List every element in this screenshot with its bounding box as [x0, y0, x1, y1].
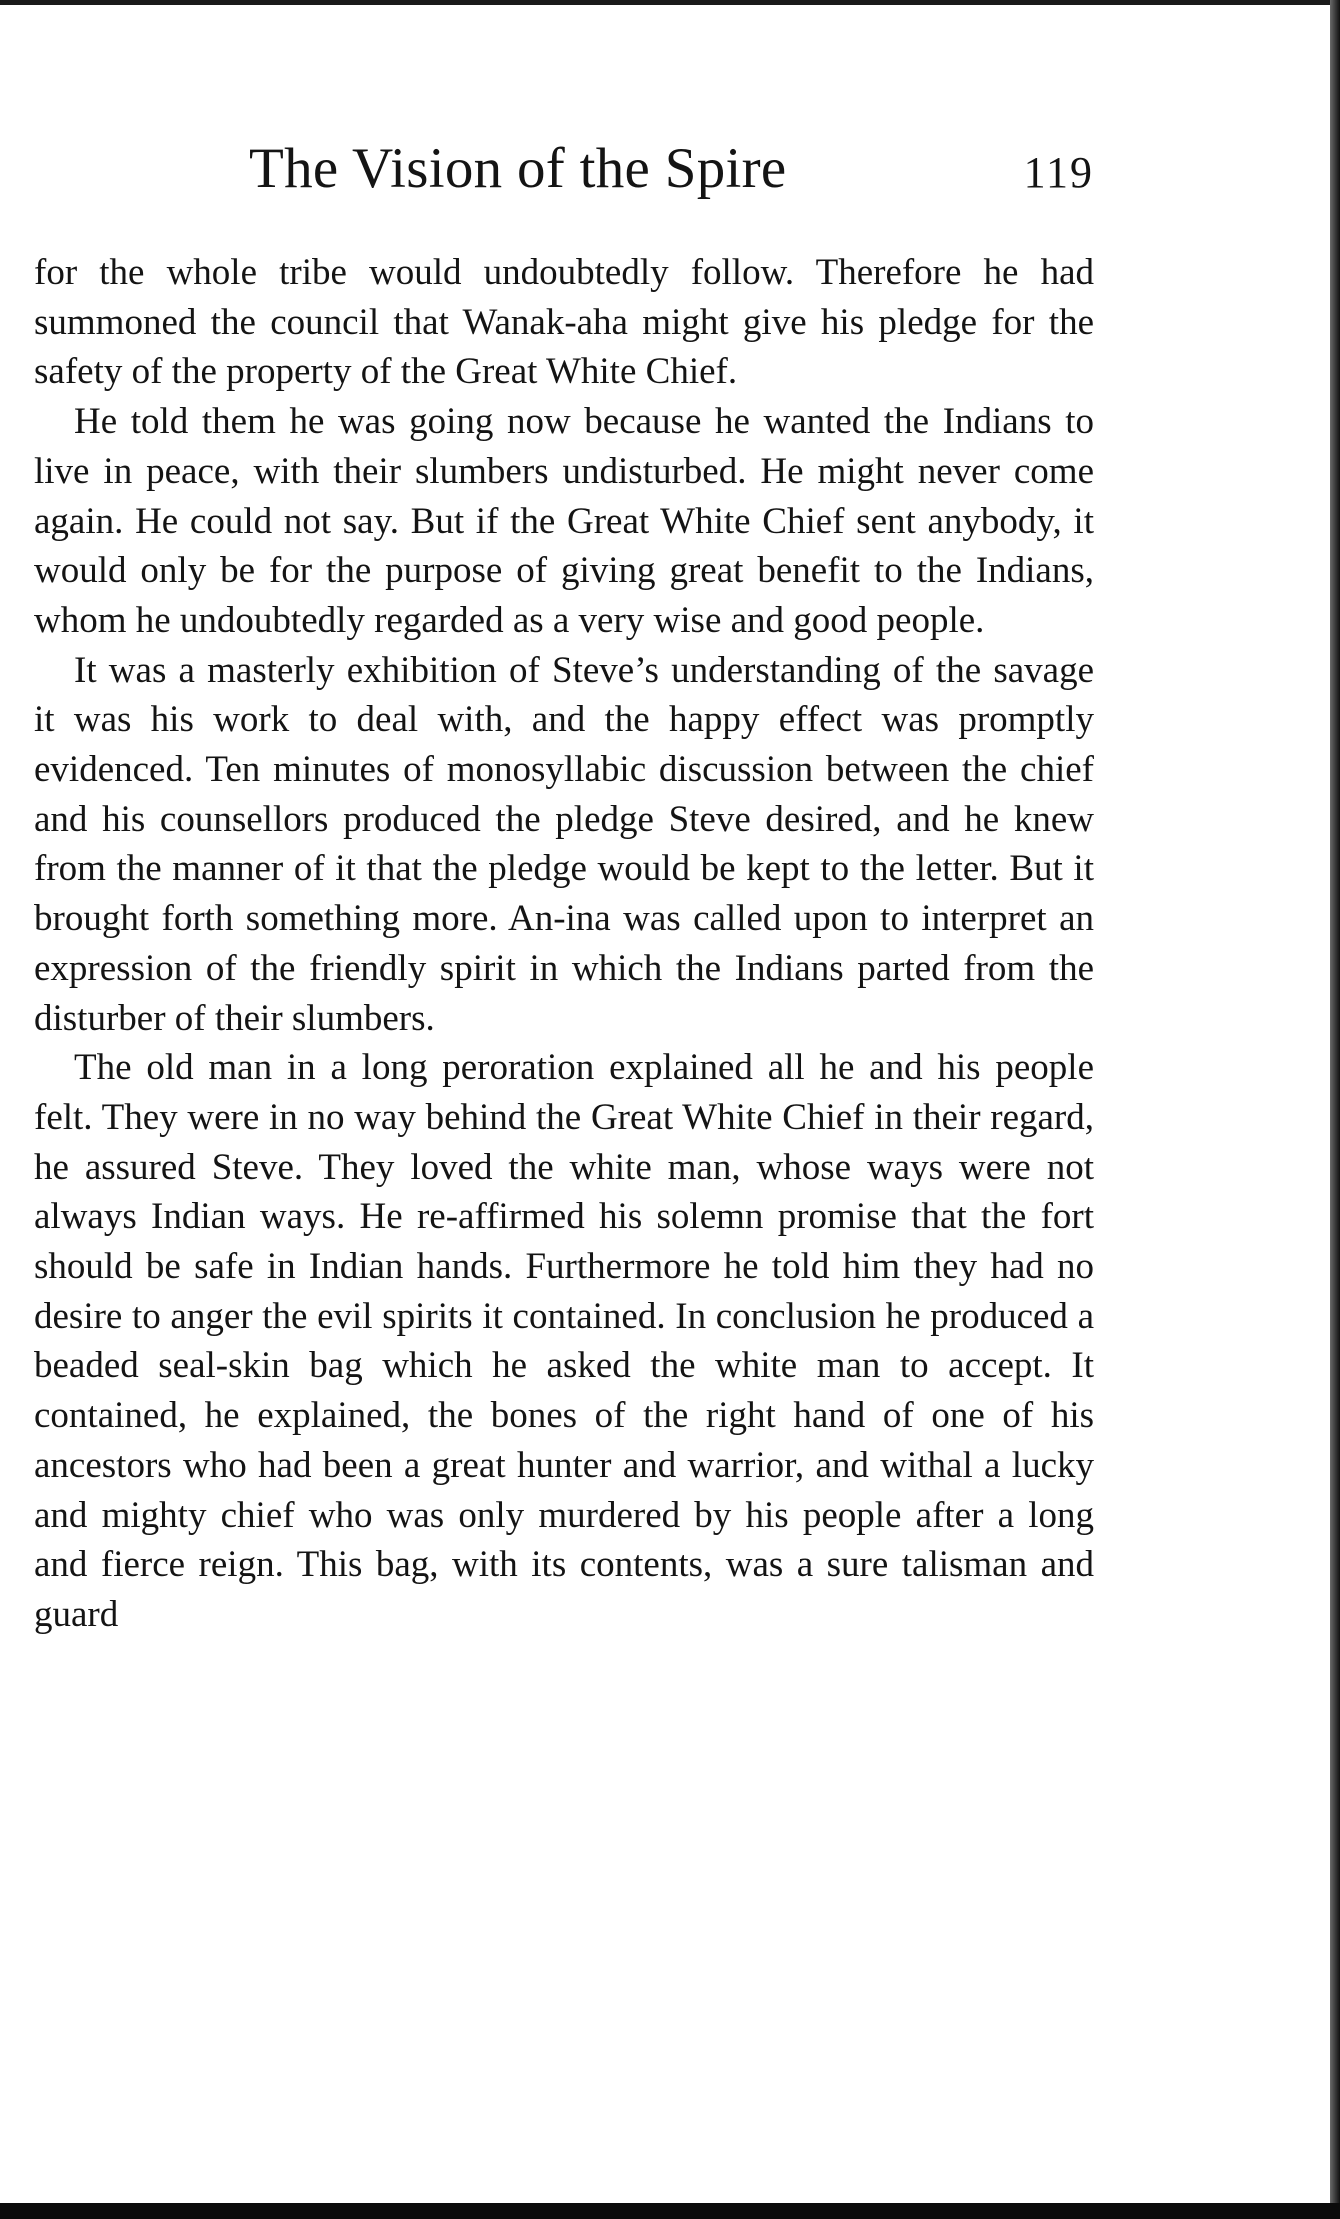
paragraph: The old man in a long peroration explained all he and his people felt. They were in no way behind the Great White Chief in their regard, he assured Steve. They loved the white man, whose ways were not always Indian ways. He re-affirmed his solemn promise that the fort should be safe in Indian hands. Furthermore he told him they had no desire to anger the evil spirits it contained. In conclusion he produced a beaded seal-skin bag which he asked the white man to accept. It contained, he explained, the bones of the right hand of one of his ancestors who had been a great hunter and warrior, and withal a lucky and mighty chief who was only murdered by his people after a long and fierce reign. This bag, with its contents, was a sure talisman and guard [34, 1047, 1094, 1635]
running-title: The Vision of the Spire [249, 137, 787, 200]
scan-edge-bottom [0, 2203, 1340, 2219]
scan-edge-right [1330, 0, 1340, 2219]
running-head [34, 132, 1094, 206]
paragraph-continued: for the whole tribe would undoubtedly follow. Therefore he had summoned the council that Wanak-aha might give his pledge for the safety of the property of the Great White Chief. [34, 252, 1094, 393]
page-number: 119 [1023, 148, 1094, 197]
paragraph: It was a masterly exhibition of Steve’s understanding of the savage it was his work to deal with, and the happy effect was promptly evidenced. Ten minutes of monosyllabic discussion between the chief and his counsellors produced the pledge Steve desired, and he knew from the manner of it that the pledge would be kept to the letter. But it brought forth something more. An-ina was called upon to interpret an expression of the friendly spirit in which the Indians parted from the disturber of their slumbers. [34, 649, 1094, 1039]
body-text [34, 248, 1094, 1640]
paragraph: He told them he was going now because he wanted the Indians to live in peace, with their slumbers undisturbed. He might never come again. He could not say. But if the Great White Chief sent anybody, it would only be for the purpose of giving great benefit to the Indians, whom he undoubtedly regarded as a very wise and good people. [34, 401, 1094, 641]
scan-edge-top [0, 0, 1340, 5]
book-page [34, 132, 1094, 1640]
